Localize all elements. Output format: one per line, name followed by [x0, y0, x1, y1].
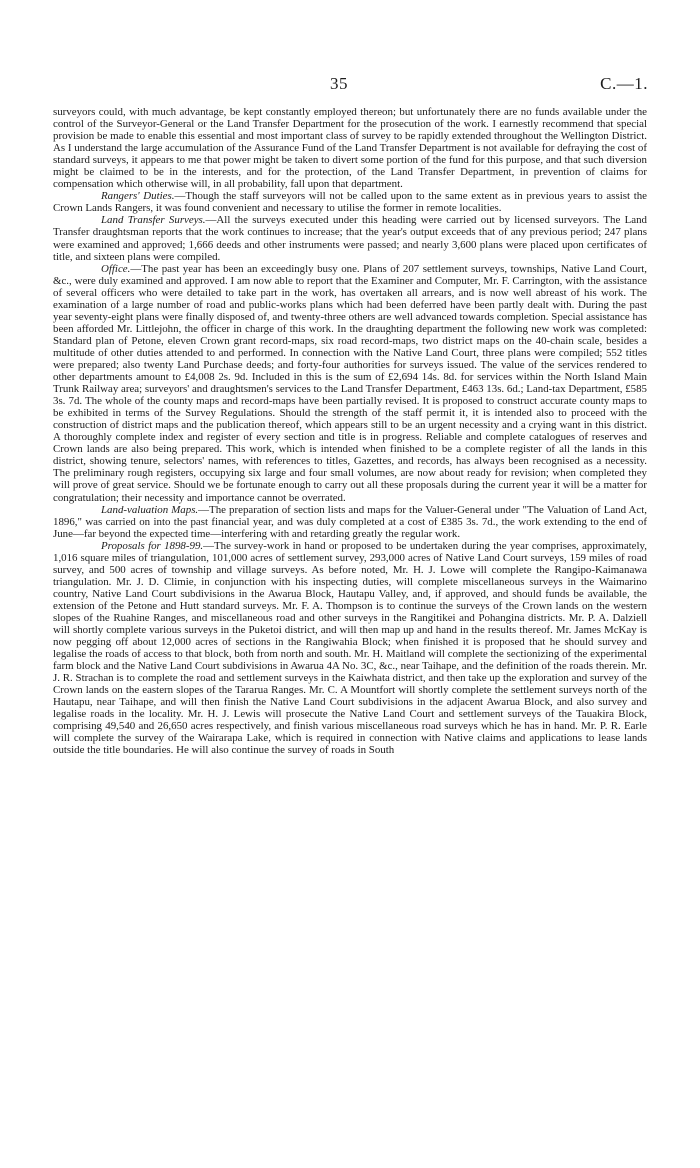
section-heading: Office. — [101, 262, 131, 275]
paragraph-land-valuation-maps — [53, 504, 647, 540]
paragraph-land-transfer-surveys — [53, 214, 647, 262]
paragraph-rangers-duties — [53, 190, 647, 214]
document-reference: C.—1. — [600, 74, 648, 93]
paragraph-text: —All the surveys executed under this heading were carried out by licensed surveyors. The Land Transfer draughtsman reports that the work continues to increase; that the year's output exceeds that of any previous period; 247 plans were examined and approved; 1,666 deeds and other instruments were passed; and nearly 3,600 plans were placed upon certificates of title, and sixteen plans were compiled. — [53, 214, 647, 263]
paragraph-text: surveyors could, with much advantage, be kept constantly employed thereon; but unfortunately there are no funds available under the control of the Surveyor-General or the Land Transfer Department for the prosecution of the work. I earnestly recommend that special provision be made to enable this essential and most important class of survey to be rapidly extended throughout the Wellington District. As I understand the large accumulation of the Assurance Fund of the Land Transfer Department is not available for defraying the cost of standard surveys, it appears to me that power might be taken to divert some portion of the fund for this purpose, and that such diversion might be claimed to be in the interests, and for the protection, of the Land Transfer Department, in prevention of claims for compensation which otherwise will, in all probability, fall upon that department. — [53, 106, 647, 191]
paragraph-text: —The past year has been an exceedingly busy one. Plans of 207 settlement surveys, townships, Native Land Court, &c., were duly examined and approved. I am now able to report that the Examiner and Computer, Mr. F. Carrington, with the assistance of several officers who were detailed to take part in the work, has overtaken all arrears, and is now well abreast of his work. The examination of a large number of road and public-works plans which had been deferred have been partly dealt with. During the past year seventy-eight plans were finally disposed of, and twenty-three others are well advanced towards completion. Special assistance has been afforded Mr. Littlejohn, the officer in charge of this work. In the draughting department the following new work was completed: Standard plan of Petone, eleven Crown grant record-maps, six road record-maps, two district maps on the 40-chain scale, besides a multitude of other duties attended to and performed. In connection with the Native Land Court, three plans were compiled; 552 titles were prepared; also twenty Land Purchase deeds; and forty-four authorities for surveys issued. The value of the services rendered to other departments amount to £4,008 2s. 9d. Included in this is the sum of £2,694 14s. 8d. for services within the North Island Main Trunk Railway area; surveyors' and draughtsmen's services to the Land Transfer Department, £463 13s. 6d.; Land-tax Department, £585 3s. 7d. The whole of the county maps and record-maps have been partially revised. It is proposed to construct accurate county maps to be exhibited in terms of the Survey Regulations. Should the strength of the staff permit it, it is intended also to proceed with the construction of district maps and the publication thereof, which appears still to be an urgent necessity and a crying want in this district. A thoroughly complete index and register of every section and title is in progress. Reliable and complete catalogues of reserves and Crown lands are also being prepared. This work, which is intended when finished to be a complete register of all the lands in this district, showing tenure, selectors' names, with references to titles, Gazettes, and records, has always been recognised as a necessity. The preliminary rough registers, occupying six large and four small volumes, are now about ready for revision; when completed they will prove of great service. Should we be fortunate enough to carry out all these proposals during the current year it will be a matter for congratulation; their necessity and importance cannot be overrated. — [53, 262, 647, 504]
section-heading: Rangers' Duties. — [101, 190, 175, 203]
paragraph-office — [53, 263, 647, 504]
page-number: 35 — [330, 74, 348, 93]
section-heading: Land-valuation Maps. — [101, 503, 199, 516]
paragraph-standard-surveys — [53, 106, 647, 190]
paragraph-text: —The preparation of section lists and maps for the Valuer-General under "The Valuation of Land Act, 1896," was carried on into the past financial year, and was duly completed at a cost of £385 3s. 7d., the work extending to the end of June—far beyond the expected time—interfering with and retarding greatly the regular work. — [53, 503, 647, 540]
paragraph-text: —The survey-work in hand or proposed to be undertaken during the year comprises, approximately, 1,016 square miles of triangulation, 101,000 acres of settlement survey, 293,000 acres of Native Land Court surveys, 159 miles of road survey, and 500 acres of township and village surveys. As before noted, Mr. H. J. Lowe will complete the Rangipo-Kaimanawa triangulation. Mr. J. D. Climie, in conjunction with his inspecting duties, will complete miscellaneous surveys in the Waimarino country, Native Land Court subdivisions in the Awarua Block, Hautapu Valley, and, if approved, and should funds be available, the extension of the Petone and Hutt standard surveys. Mr. F. A. Thompson is to continue the surveys of the Crown lands on the western slopes of the Ruahine Ranges, and miscellaneous road and other surveys in the Rangitikei and Pohangina districts. Mr. P. A. Dalziell will shortly complete various surveys in the Puketoi district, and will then map up and hand in the results thereof. Mr. James McKay is now pegging off about 12,000 acres of sections in the Rangiwahia Block; when finished it is proposed that he should survey and legalise the roads of access to that block, both from north and south. Mr. H. Maitland will complete the sectionizing of the experimental farm block and the Native Land Court subdivisions in Awarua 4A No. 3C, &c., near Taihape, and the definition of the roads therein. Mr. J. R. Strachan is to complete the road and settlement surveys in the Kaiwhata district, and then take up the exploration and survey of the Crown lands on the eastern slopes of the Tararua Ranges. Mr. C. A Mountfort will shortly complete the settlement surveys north of the Hautapu, near Taihape, and will then finish the Native Land Court subdivisions in the adjacent Awarua Block, and also survey and legalise roads in the locality. Mr. H. J. Lewis will prosecute the Native Land Court and settlement surveys of the Tauakira Block, comprising 49,540 and 26,650 acres respectively, and finish various miscellaneous road surveys which he has in hand. Mr. P. R. Earle will complete the survey of the Wairarapa Lake, which is required in connection with Native claims and applications to lease lands outside the title boundaries. He will also continue the survey of roads in South — [53, 539, 648, 757]
page-header — [0, 74, 700, 98]
section-heading: Proposals for 1898-99. — [101, 539, 204, 552]
section-heading: Land Transfer Surveys. — [101, 214, 206, 227]
body-text — [53, 106, 647, 757]
paragraph-text: —Though the staff surveyors will not be called upon to the same extent as in previous years to assist the Crown Lands Rangers, it was found convenient and necessary to utilise the former in remote localities. — [53, 190, 647, 215]
paragraph-proposals — [53, 540, 647, 757]
